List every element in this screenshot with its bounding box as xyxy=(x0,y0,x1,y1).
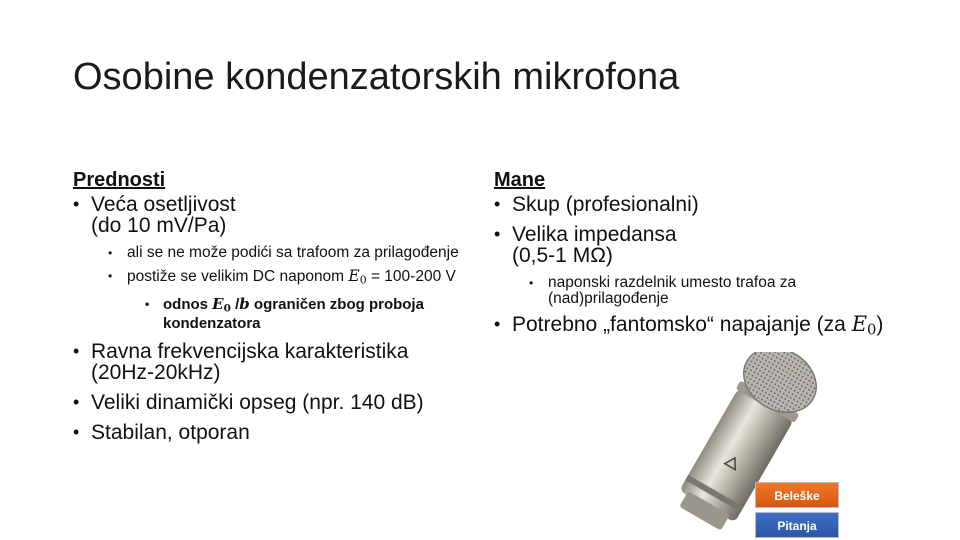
advantages-column xyxy=(73,168,473,452)
ratio-slash: / xyxy=(230,295,240,313)
b-symbol: b xyxy=(239,294,250,313)
disadvantage-expensive: • Skup (profesionalni) xyxy=(494,194,884,215)
ratio-limit-text: ograničen zbog proboja kondenzatora xyxy=(163,295,424,333)
advantages-list xyxy=(73,194,473,443)
dc-voltage-text: postiže se velikim DC naponom xyxy=(127,268,349,285)
impedance-line1: Velika impedansa xyxy=(512,223,677,246)
sensitivity-line1: Veća osetljivost xyxy=(91,193,236,216)
impedance-note: • naponski razdelnik umesto trafoa za (nad)prilagođenje xyxy=(494,275,884,307)
sensitivity-note-dc-voltage xyxy=(73,268,473,289)
disadvantage-phantom-power xyxy=(494,314,884,341)
omega-symbol: Ω xyxy=(590,244,606,267)
advantages-heading: Prednosti xyxy=(73,169,166,191)
advantage-sensitivity xyxy=(73,194,473,236)
e-symbol: E xyxy=(851,312,868,336)
impedance-range: (0,5-1 M xyxy=(512,244,591,267)
sensitivity-note-transformer: • ali se ne može podići sa trafoom za prilagođenje xyxy=(73,245,473,261)
e-symbol: E xyxy=(212,294,224,313)
e-subscript: 0 xyxy=(867,321,877,339)
sensitivity-line2: (do 10 mV/Pa) xyxy=(91,214,227,237)
disadvantages-column xyxy=(494,168,884,350)
e-symbol: E xyxy=(348,267,360,285)
e-subscript: 0 xyxy=(359,273,367,287)
notes-button[interactable]: Beleške xyxy=(755,482,839,508)
dc-voltage-range: = 100-200 V xyxy=(366,268,456,285)
ratio-text: odnos xyxy=(163,295,213,313)
e-subscript: 0 xyxy=(223,302,231,315)
advantage-dynamic-range: • Veliki dinamički opseg (npr. 140 dB) xyxy=(73,392,473,413)
disadvantage-impedance xyxy=(494,224,884,266)
slide-title: Osobine kondenzatorskih mikrofona xyxy=(73,56,680,98)
advantage-stable: • Stabilan, otporan xyxy=(73,422,473,443)
disadvantages-list xyxy=(494,194,884,341)
impedance-close: ) xyxy=(605,244,613,267)
questions-button[interactable]: Pitanja xyxy=(755,512,839,538)
phantom-close: ) xyxy=(876,313,884,336)
ratio-note xyxy=(73,296,473,333)
advantage-flat-response: • Ravna frekvencijska karakteristika (20Hz-20kHz) xyxy=(73,341,473,383)
disadvantages-heading: Mane xyxy=(494,169,546,191)
phantom-text: Potrebno „fantomsko“ napajanje (za xyxy=(512,313,852,336)
